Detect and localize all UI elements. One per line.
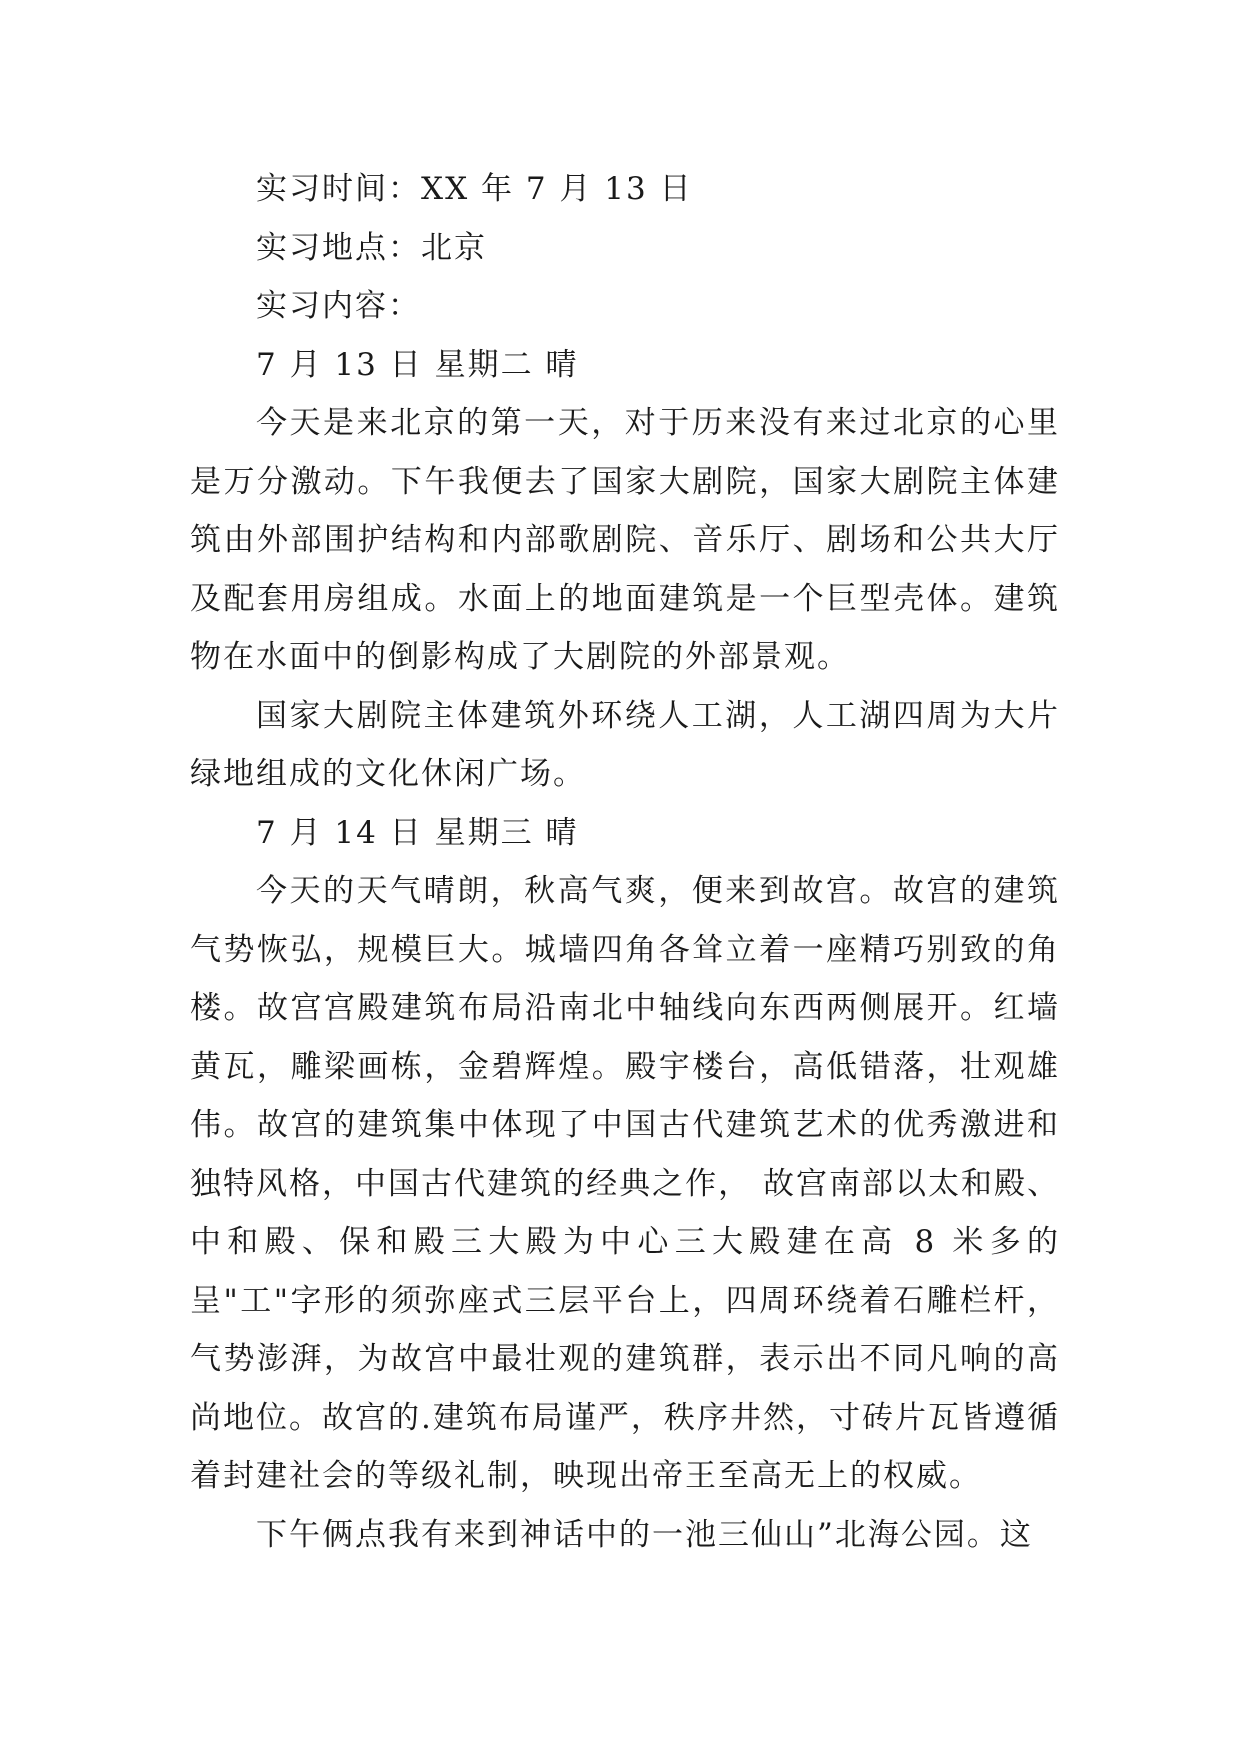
internship-time: 实习时间：XX 年 7 月 13 日: [256, 171, 693, 207]
day1-heading: 7 月 13 日 星期二 晴: [256, 346, 579, 383]
internship-content-label: 实习内容：: [256, 288, 421, 324]
day1-paragraph-2: 国家大剧院主体建筑外环绕人工湖，人工湖四周为大片绿地组成的文化休闲广场。: [190, 697, 1060, 792]
day2-heading: 7 月 14 日 星期三 晴: [256, 814, 579, 851]
day2-paragraph-2: 下午俩点我有来到神话中的一池三仙山”北海公园。这: [256, 1516, 1033, 1553]
day1-paragraph-1: 今天是来北京的第一天，对于历来没有来过北京的心里是万分激动。下午我便去了国家大剧院，国家大剧院主体建筑由外部围护结构和内部歌剧院、音乐厅、剧场和公共大厅及配套用房组成。水面上的地面建筑是一个巨型壳体。建筑物在水面中的倒影构成了大剧院的外部景观。: [190, 405, 1060, 675]
document-body: [190, 160, 1060, 1564]
internship-location: 实习地点：北京: [256, 229, 487, 266]
day2-paragraph-1: 今天的天气晴朗，秋高气爽，便来到故宫。故宫的建筑气势恢弘，规模巨大。城墙四角各耸立着一座精巧别致的角楼。故宫宫殿建筑布局沿南北中轴线向东西两侧展开。红墙黄瓦，雕梁画栋，金碧辉煌。殿宇楼台，高低错落，壮观雄伟。故宫的建筑集中体现了中国古代建筑艺术的优秀激进和独特风格，中国古代建筑的经典之作， 故宫南部以太和殿、中和殿、保和殿三大殿为中心三大殿建在高 8 米多的呈"工"字形的须弥座式三层平台上，四周环绕着石雕栏杆，气势澎湃，为故宫中最壮观的建筑群，表示出不同凡响的高尚地位。故宫的.建筑布局谨严，秩序井然，寸砖片瓦皆遵循着封建社会的等级礼制，映现出帝王至高无上的权威。: [190, 873, 1060, 1494]
